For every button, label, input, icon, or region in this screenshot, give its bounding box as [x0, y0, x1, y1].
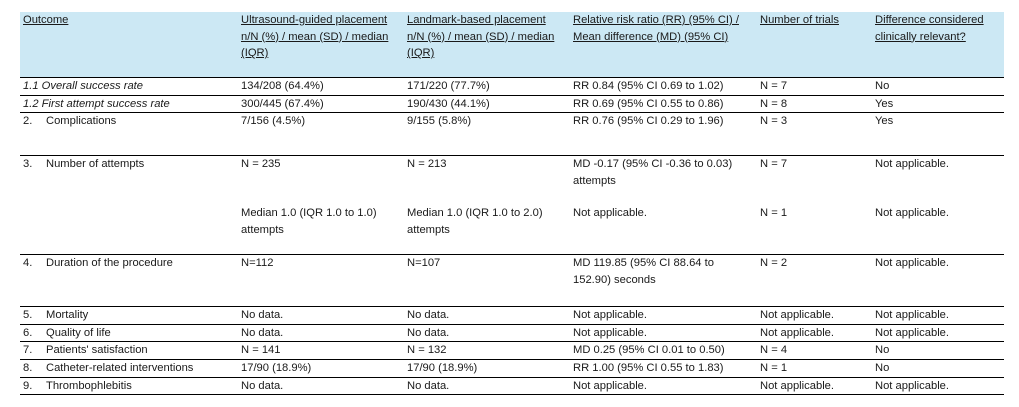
header-effect: Relative risk ratio (RR) (95% CI) / Mean difference (MD) (95% CI)	[570, 12, 757, 78]
outcome-cell	[20, 205, 238, 255]
relevant-cell: Not applicable.	[872, 324, 1004, 342]
ultrasound-cell: N = 141	[238, 342, 404, 360]
relevant-cell: No	[872, 78, 1004, 96]
trials-cell: N = 8	[757, 95, 872, 113]
outcome-label: Duration of the procedure	[46, 257, 173, 270]
outcome-number: 3.	[23, 158, 33, 171]
outcome-label: Mortality	[46, 309, 89, 322]
relevant-cell: Not applicable.	[872, 377, 1004, 395]
table-row	[20, 78, 1004, 96]
outcome-number: 7.	[23, 344, 33, 357]
table-row	[20, 359, 1004, 377]
outcome-cell	[20, 359, 238, 377]
landmark-cell: 190/430 (44.1%)	[404, 95, 570, 113]
table-row	[20, 156, 1004, 206]
relevant-cell: Yes	[872, 113, 1004, 156]
landmark-cell: No data.	[404, 377, 570, 395]
effect-cell: Not applicable.	[570, 324, 757, 342]
outcome-cell	[20, 342, 238, 360]
trials-cell: N = 4	[757, 342, 872, 360]
table-row	[20, 324, 1004, 342]
ultrasound-cell: 134/208 (64.4%)	[238, 78, 404, 96]
ultrasound-cell: N=112	[238, 255, 404, 307]
outcome-label: Catheter-related interventions	[46, 361, 194, 374]
ultrasound-cell: 300/445 (67.4%)	[238, 95, 404, 113]
outcome-number: 2.	[23, 115, 33, 128]
outcome-number: 6.	[23, 326, 33, 339]
table-row	[20, 205, 1004, 255]
effect-cell: MD -0.17 (95% CI -0.36 to 0.03) attempts	[570, 156, 757, 206]
outcome-cell	[20, 78, 238, 96]
relevant-cell: Not applicable.	[872, 307, 1004, 325]
table-row	[20, 377, 1004, 395]
trials-cell: N = 2	[757, 255, 872, 307]
trials-cell: N = 3	[757, 113, 872, 156]
landmark-cell: 17/90 (18.9%)	[404, 359, 570, 377]
landmark-cell: N = 213	[404, 156, 570, 206]
table-row	[20, 113, 1004, 156]
relevant-cell: Not applicable.	[872, 255, 1004, 307]
landmark-cell: No data.	[404, 307, 570, 325]
relevant-cell: Not applicable.	[872, 156, 1004, 206]
landmark-cell: N = 132	[404, 342, 570, 360]
effect-cell: Not applicable.	[570, 307, 757, 325]
outcome-number: 1.2	[23, 97, 39, 110]
ultrasound-cell: No data.	[238, 307, 404, 325]
relevant-cell: No	[872, 342, 1004, 360]
effect-cell: RR 0.84 (95% CI 0.69 to 1.02)	[570, 78, 757, 96]
trials-cell: Not applicable.	[757, 377, 872, 395]
outcome-number: 4.	[23, 257, 33, 270]
landmark-cell: No data.	[404, 324, 570, 342]
table-row	[20, 342, 1004, 360]
ultrasound-cell: No data.	[238, 324, 404, 342]
outcome-cell	[20, 113, 238, 156]
outcome-label: Number of attempts	[46, 158, 145, 171]
table-header-row	[20, 12, 1004, 78]
outcome-cell	[20, 307, 238, 325]
table-row	[20, 95, 1004, 113]
outcome-label: First attempt success rate	[41, 97, 170, 110]
ultrasound-cell: 7/156 (4.5%)	[238, 113, 404, 156]
outcome-cell	[20, 156, 238, 206]
trials-cell: Not applicable.	[757, 324, 872, 342]
header-relevant: Difference considered clinically relevant?	[872, 12, 1004, 78]
landmark-cell: 9/155 (5.8%)	[404, 113, 570, 156]
landmark-cell: 171/220 (77.7%)	[404, 78, 570, 96]
outcome-number: 9.	[23, 379, 33, 392]
effect-cell: MD 0.25 (95% CI 0.01 to 0.50)	[570, 342, 757, 360]
table-row	[20, 307, 1004, 325]
outcome-cell	[20, 324, 238, 342]
outcome-label: Quality of life	[46, 326, 111, 339]
trials-cell: N = 1	[757, 359, 872, 377]
header-landmark: Landmark-based placement n/N (%) / mean (SD) / median (IQR)	[404, 12, 570, 78]
relevant-cell: Not applicable.	[875, 207, 950, 220]
landmark-cell: Median 1.0 (IQR 1.0 to 2.0) attempts	[407, 207, 543, 236]
effect-cell: RR 0.76 (95% CI 0.29 to 1.96)	[570, 113, 757, 156]
outcome-label: Patients' satisfaction	[46, 344, 148, 357]
effect-cell: Not applicable.	[573, 207, 648, 220]
outcome-number: 1.1	[23, 80, 39, 92]
outcome-number: 8.	[23, 361, 33, 374]
effect-cell: RR 1.00 (95% CI 0.55 to 1.83)	[570, 359, 757, 377]
trials-cell: N = 7	[757, 78, 872, 96]
header-ultrasound: Ultrasound-guided placement n/N (%) / mean (SD) / median (IQR)	[238, 12, 404, 78]
landmark-cell: N=107	[404, 255, 570, 307]
outcomes-table-container	[20, 12, 1004, 395]
effect-cell: Not applicable.	[570, 377, 757, 395]
outcome-cell	[20, 377, 238, 395]
ultrasound-cell: 17/90 (18.9%)	[238, 359, 404, 377]
trials-cell: Not applicable.	[757, 307, 872, 325]
outcome-label: Complications	[46, 115, 117, 128]
trials-cell: N = 7	[757, 156, 872, 206]
outcomes-table	[20, 12, 1004, 395]
table-row	[20, 255, 1004, 307]
outcome-number: 5.	[23, 309, 33, 322]
ultrasound-cell: Median 1.0 (IQR 1.0 to 1.0) attempts	[241, 207, 377, 236]
header-trials: Number of trials	[757, 12, 872, 78]
outcome-label: Overall success rate	[41, 80, 144, 92]
outcome-label: Thrombophlebitis	[46, 379, 132, 392]
effect-cell: RR 0.69 (95% CI 0.55 to 0.86)	[570, 95, 757, 113]
effect-cell: MD 119.85 (95% CI 88.64 to 152.90) seconds	[570, 255, 757, 307]
ultrasound-cell: N = 235	[238, 156, 404, 206]
relevant-cell: Yes	[872, 95, 1004, 113]
outcome-cell	[20, 255, 238, 307]
trials-cell: N = 1	[760, 207, 788, 220]
ultrasound-cell: No data.	[238, 377, 404, 395]
outcome-cell	[20, 95, 238, 113]
header-outcome: Outcome	[20, 12, 238, 78]
relevant-cell: No	[872, 359, 1004, 377]
